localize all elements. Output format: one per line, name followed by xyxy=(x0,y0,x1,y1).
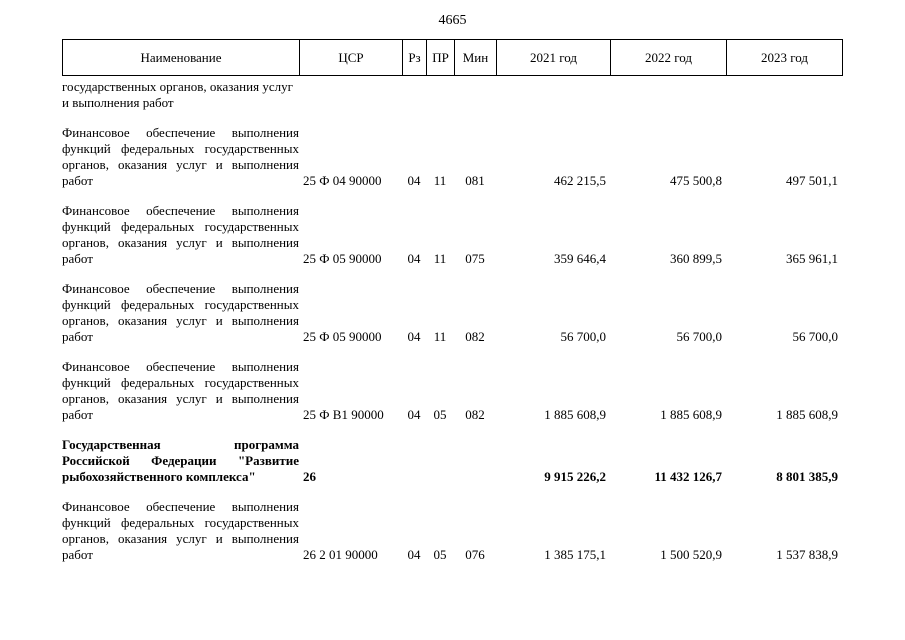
row-csr: 26 2 01 90000 xyxy=(303,547,378,562)
table-row xyxy=(62,499,842,563)
row-csr: 25 Ф 04 90000 xyxy=(303,173,382,188)
row-2023: 497 501,1 xyxy=(786,173,838,188)
header-name: Наименование xyxy=(63,40,300,76)
table-row xyxy=(62,79,842,111)
header-rz: Рз xyxy=(403,40,427,76)
row-rz xyxy=(402,437,426,485)
row-2021: 9 915 226,2 xyxy=(544,469,606,484)
row-rz: 04 xyxy=(407,329,421,344)
row-2021: 56 700,0 xyxy=(560,329,606,344)
row-min: 082 xyxy=(465,329,485,344)
row-2023: 1 537 838,9 xyxy=(776,547,838,562)
row-rz: 04 xyxy=(407,251,421,266)
row-min: 075 xyxy=(465,251,485,266)
row-2022: 1 500 520,9 xyxy=(660,547,722,562)
row-2022: 475 500,8 xyxy=(670,173,722,188)
table-row xyxy=(62,203,842,267)
row-name: Финансовое обеспечение выполнения функций федеральных государственных органов, оказания услуг и выполнения работ xyxy=(62,359,299,422)
row-pr: 11 xyxy=(433,173,447,188)
row-2022: 1 885 608,9 xyxy=(660,407,722,422)
row-csr: 26 xyxy=(303,469,316,484)
row-rz: 04 xyxy=(407,407,421,422)
row-csr: 25 Ф 05 90000 xyxy=(303,329,382,344)
row-pr: 05 xyxy=(433,407,447,422)
header-min: Мин xyxy=(455,40,497,76)
row-pr: 11 xyxy=(433,251,447,266)
table-row xyxy=(62,281,842,345)
budget-table xyxy=(62,79,842,563)
row-rz: 04 xyxy=(407,173,421,188)
header-2021: 2021 год xyxy=(497,40,611,76)
row-2021: 462 215,5 xyxy=(554,173,606,188)
row-min: 082 xyxy=(465,407,485,422)
row-2022: 56 700,0 xyxy=(676,329,722,344)
row-name: Финансовое обеспечение выполнения функций федеральных государственных органов, оказания услуг и выполнения работ xyxy=(62,499,299,562)
header-pr: ПР xyxy=(427,40,455,76)
row-2023: 1 885 608,9 xyxy=(776,407,838,422)
header-csr: ЦСР xyxy=(300,40,403,76)
table-row-program xyxy=(62,437,842,485)
row-2022: 360 899,5 xyxy=(670,251,722,266)
row-2022: 11 432 126,7 xyxy=(654,469,722,484)
row-2021: 359 646,4 xyxy=(554,251,606,266)
header-2023: 2023 год xyxy=(727,40,843,76)
row-name: Финансовое обеспечение выполнения функций федеральных государственных органов, оказания услуг и выполнения работ xyxy=(62,281,299,344)
row-2023: 365 961,1 xyxy=(786,251,838,266)
row-name-continuation: государственных органов, оказания услуг и выполнения работ xyxy=(62,79,293,110)
row-rz: 04 xyxy=(407,547,421,562)
row-2021: 1 385 175,1 xyxy=(544,547,606,562)
row-min: 076 xyxy=(465,547,485,562)
row-pr xyxy=(426,437,454,485)
table-row xyxy=(62,359,842,423)
header-2022: 2022 год xyxy=(611,40,727,76)
table-header xyxy=(62,39,843,76)
row-min: 081 xyxy=(465,173,485,188)
row-csr: 25 Ф 05 90000 xyxy=(303,251,382,266)
row-2021: 1 885 608,9 xyxy=(544,407,606,422)
row-name: Государственная программа Российской Федерации "Развитие рыбохозяйственного комплекса" xyxy=(62,437,299,484)
row-csr: 25 Ф В1 90000 xyxy=(303,407,384,422)
page-number: 4665 xyxy=(438,13,467,28)
table-row xyxy=(62,125,842,189)
row-name: Финансовое обеспечение выполнения функций федеральных государственных органов, оказания услуг и выполнения работ xyxy=(62,203,299,266)
row-name: Финансовое обеспечение выполнения функций федеральных государственных органов, оказания услуг и выполнения работ xyxy=(62,125,299,188)
row-min xyxy=(454,437,496,485)
row-pr: 05 xyxy=(433,547,447,562)
row-2023: 8 801 385,9 xyxy=(776,469,838,484)
row-2023: 56 700,0 xyxy=(792,329,838,344)
row-pr: 11 xyxy=(433,329,447,344)
